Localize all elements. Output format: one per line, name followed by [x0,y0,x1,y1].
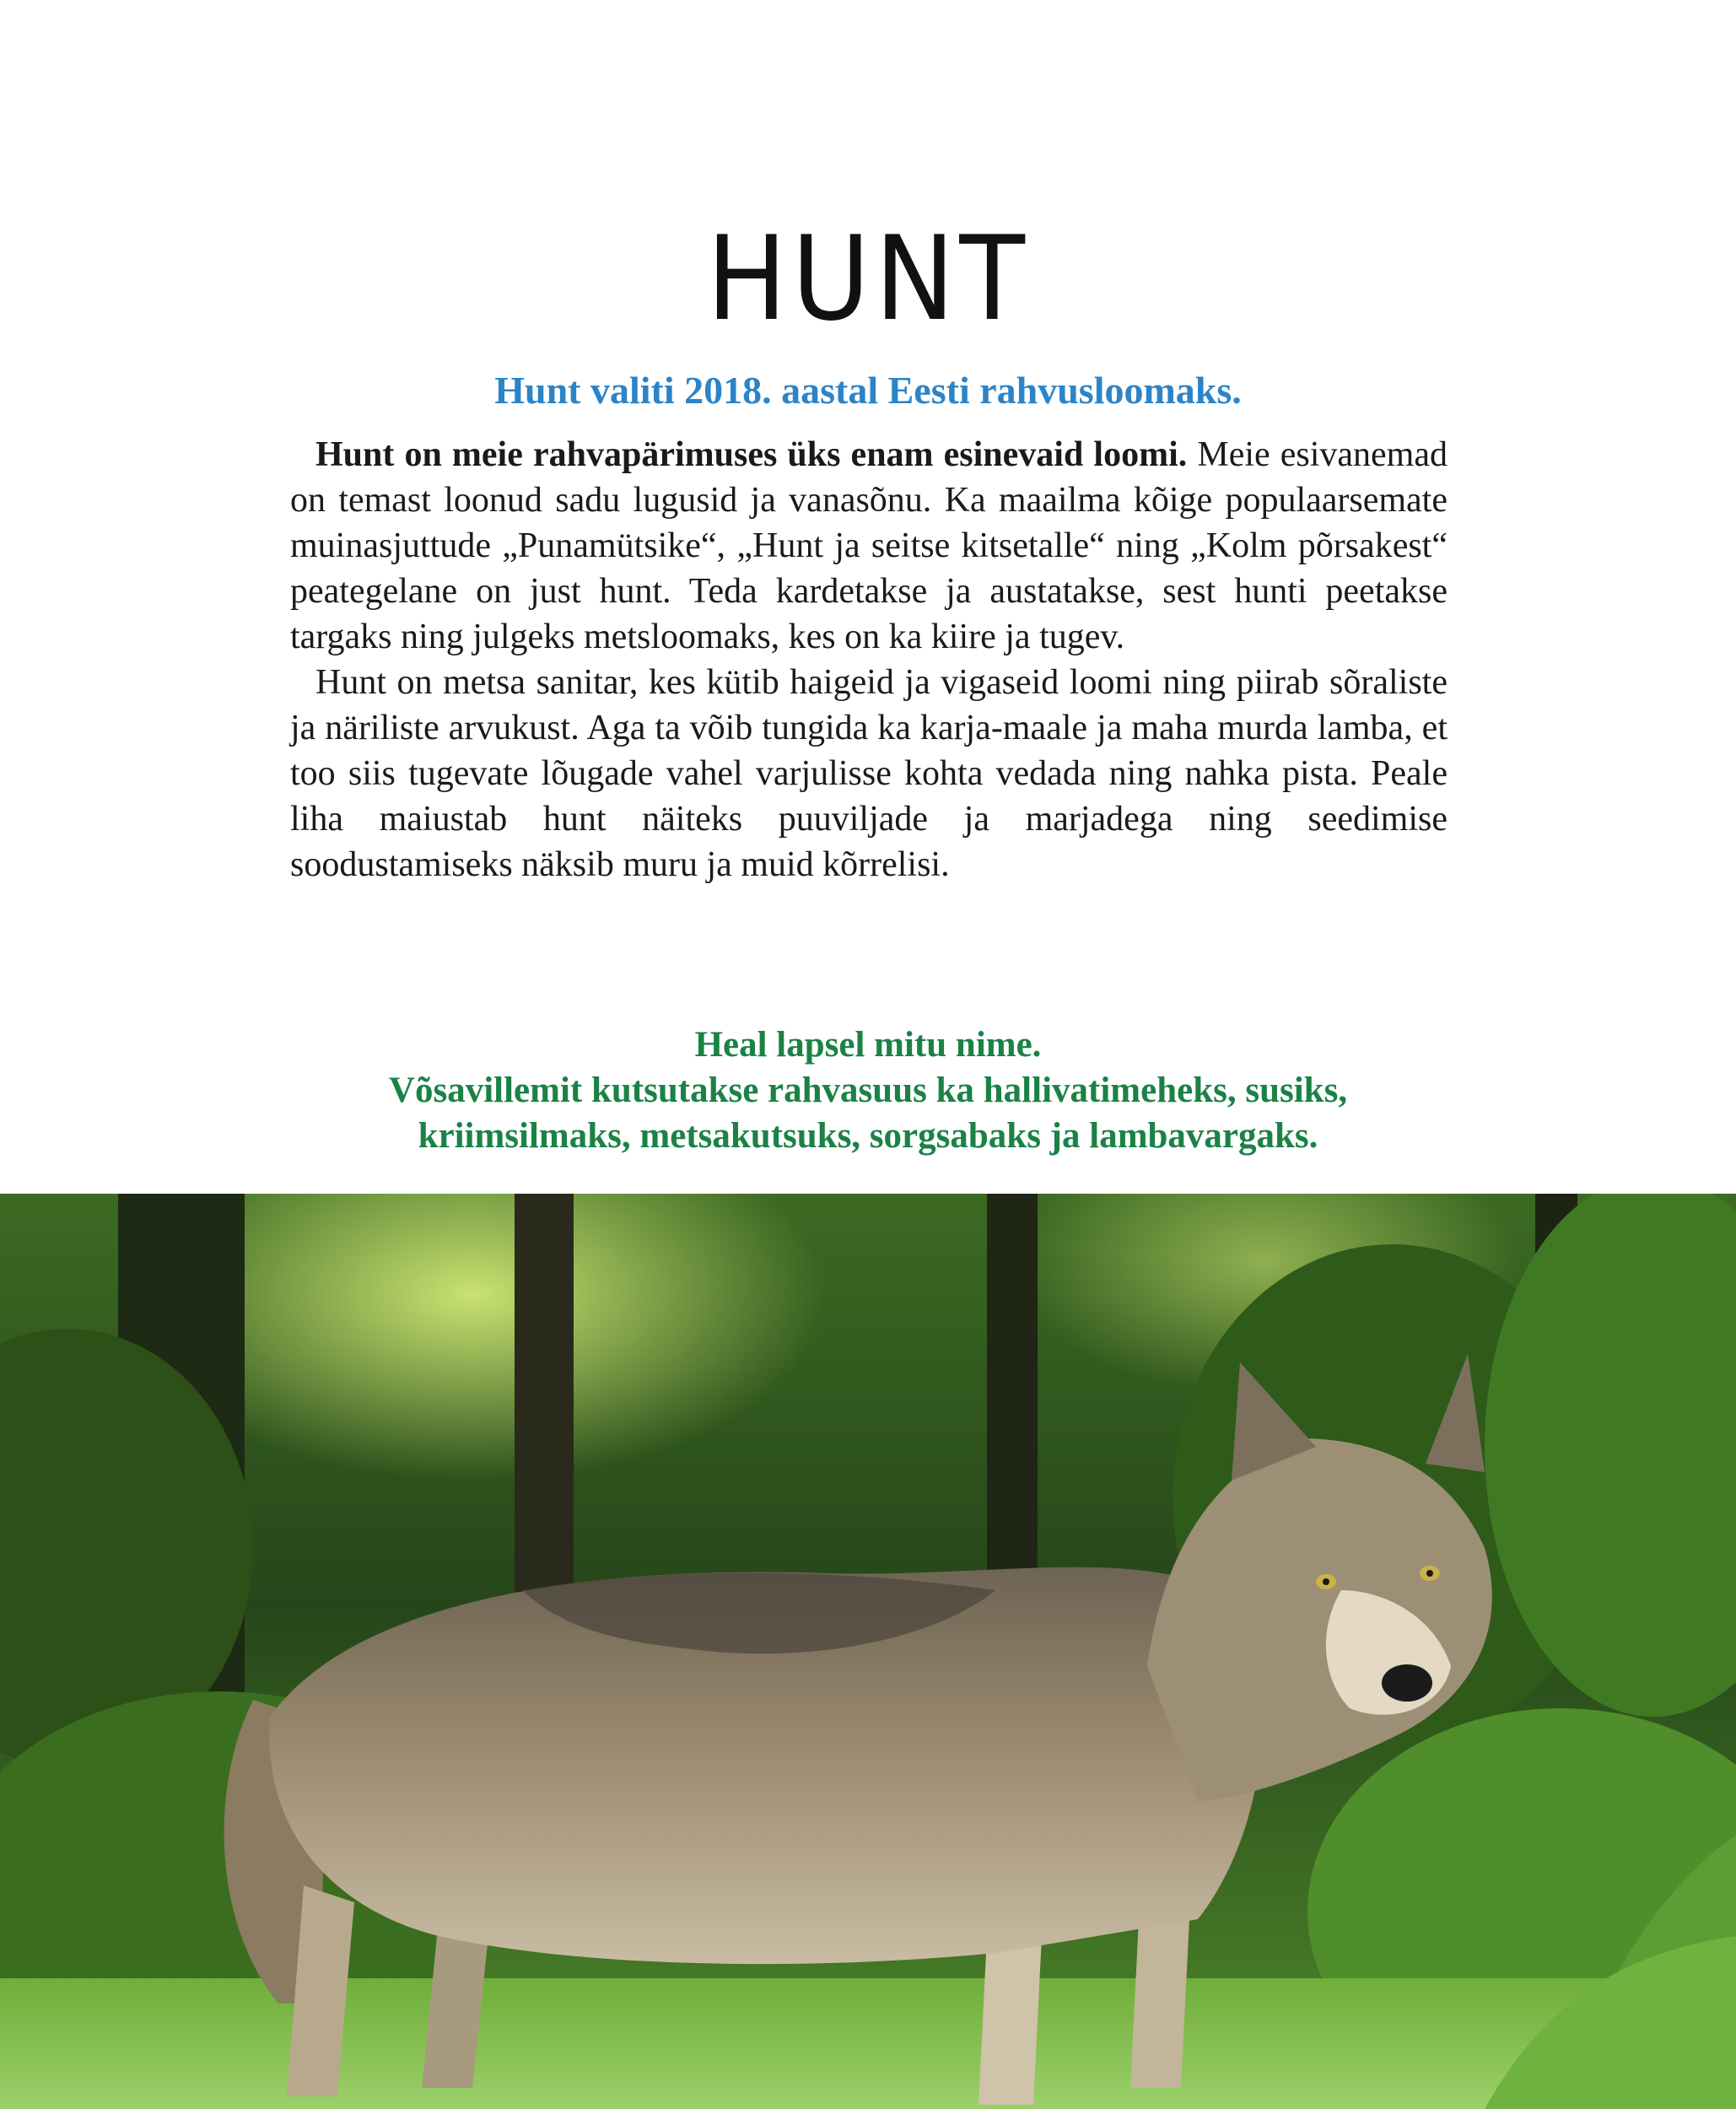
paragraph-1 [290,432,1448,660]
wolf-photo [0,1194,1736,2109]
nickname-box [0,1022,1736,1159]
paragraph-1-bold: Hunt on meie rahvapärimuses üks enam esinevaid loomi. [315,435,1188,474]
highlight-line-1: Heal lapsel mitu nime. [694,1025,1042,1065]
highlight-line-3: kriimsilmaks, metsakutsuks, sorgsabaks ja lambavargaks. [418,1116,1318,1156]
body-text [290,432,1448,887]
subtitle: Hunt valiti 2018. aastal Eesti rahvusloomaks. [494,369,1242,412]
paragraph-1-rest: Meie esivanemad on temast loonud sadu lugusid ja vanasõnu. Ka maailma kõige populaarsemate muinasjuttude „Punamütsike“, „Hunt ja seitse kitsetalle“ ning „Kolm põrsakest“ peategelane on just hunt. Teda kardetakse ja austatakse, sest hunti peetakse targaks ning julgeks metsloomaks, kes on ka kiire ja tugev. [290,435,1448,656]
page-title: HUNT [706,211,1030,347]
highlight-line-2: Võsavillemit kutsutakse rahvasuus ka hallivatimeheks, susiks, [388,1071,1348,1110]
paragraph-2: Hunt on metsa sanitar, kes kütib haigeid ja vigaseid loomi ning piirab sõraliste ja näriliste arvukust. Aga ta võib tungida ka karja-maale ja maha murda lamba, et too siis tugevate lõugade vahel varjulisse kohta vedada ning nahka pista. Peale liha maiustab hunt näiteks puuviljade ja marjadega ning seedimise soodustamiseks näksib muru ja muid kõrrelisi. [290,663,1448,884]
